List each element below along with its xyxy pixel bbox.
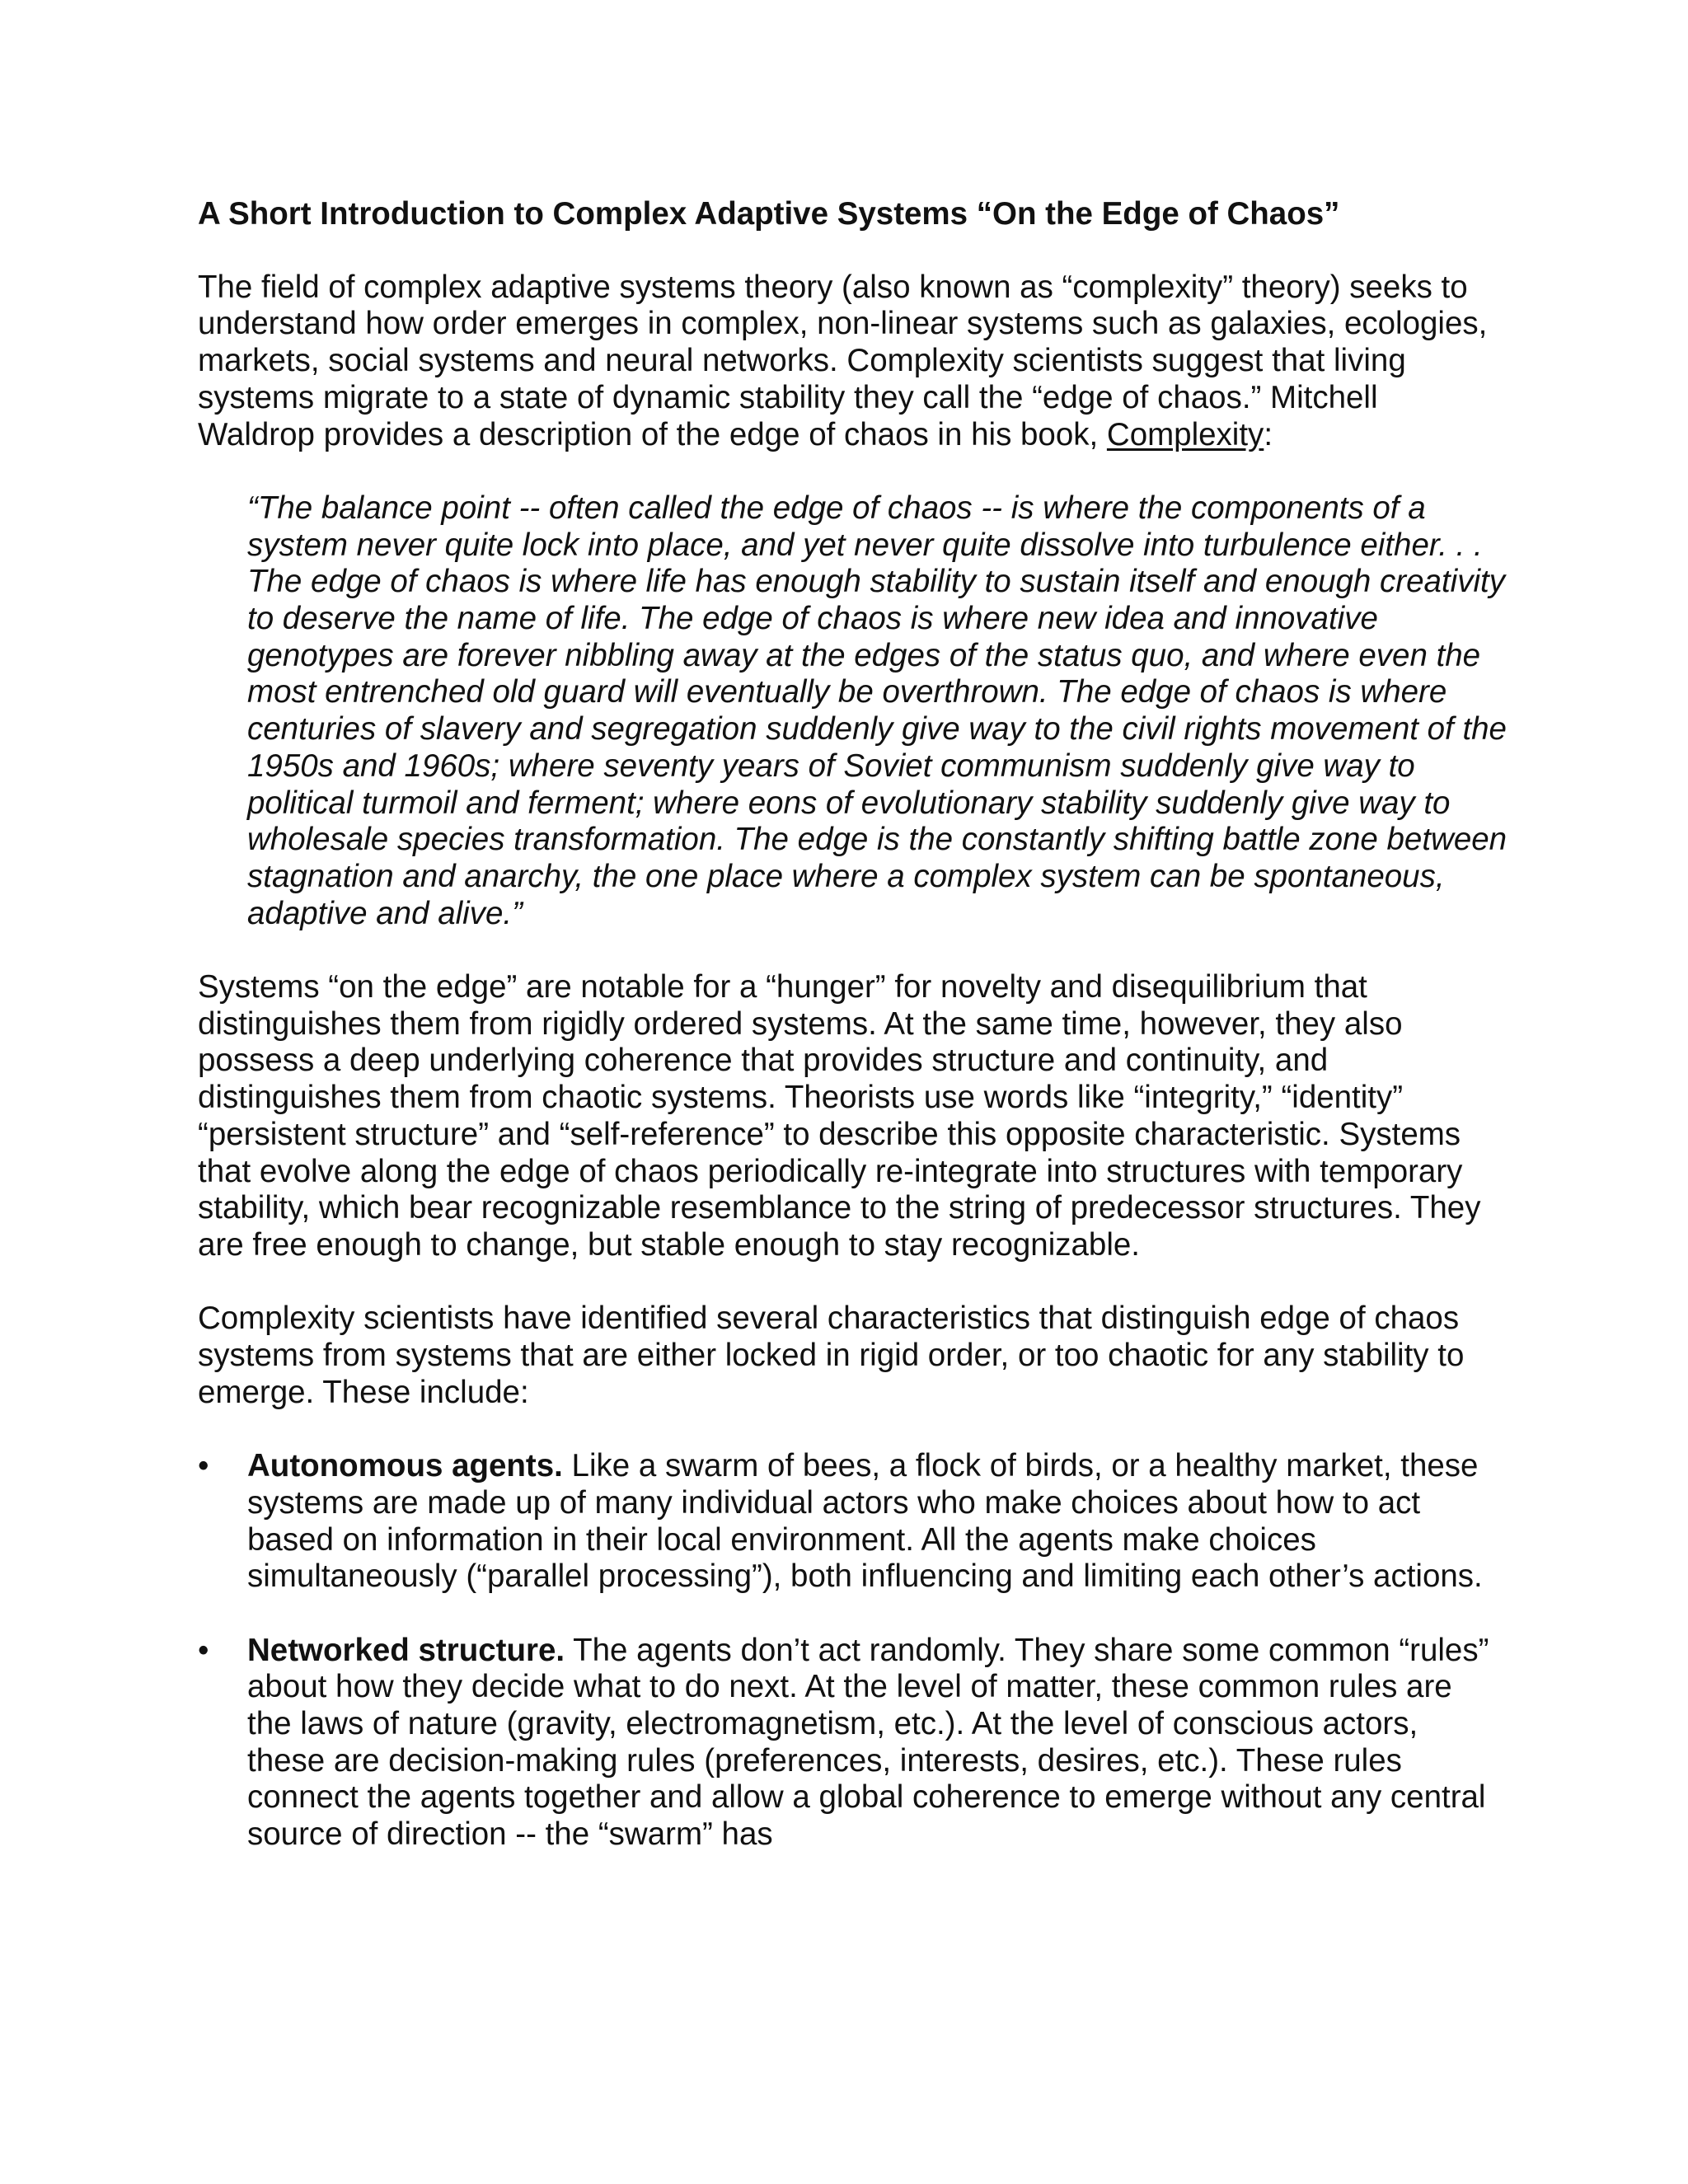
intro-suffix: : (1264, 416, 1273, 452)
bullet-term: Networked structure. (247, 1632, 565, 1668)
list-item (198, 1448, 1493, 1596)
paragraph-edge-systems: Systems “on the edge” are notable for a “hunger” for novelty and disequilibrium that distinguishes them from rigidly ordered systems. At the same time, however, they also possess a deep underlying coherence that provides structure and continuity, and distinguishes them from chaotic systems. Theorists use words like “integrity,” “identity” “persistent structure” and “self-reference” to describe this opposite characteristic. Systems that evolve along the edge of chaos periodically re-integrate into structures with temporary stability, which bear recognizable resemblance to the string of predecessor structures. They are free enough to change, but stable enough to stay recognizable. (198, 969, 1481, 1263)
bullet-marker: • (198, 1632, 209, 1668)
bullet-term: Autonomous agents. (247, 1448, 563, 1484)
characteristics-list (198, 1448, 1493, 1854)
list-item (198, 1633, 1493, 1854)
document-page (198, 196, 1507, 1891)
block-quote: “The balance point -- often called the edge of chaos -- is where the components of a system never quite lock into place, and yet never quite dissolve into turbulence either. . . The edge of chaos is where life has enough stability to sustain itself and enough creativity to deserve the name of life. The edge of chaos is where new idea and innovative genotypes are forever nibbling away at the edges of the status quo, and where even the most entrenched old guard will eventually be overthrown. The edge of chaos is where centuries of slavery and segregation suddenly give way to the civil rights movement of the 1950s and 1960s; where seventy years of Soviet communism suddenly give way to political turmoil and ferment; where eons of evolutionary stability suddenly give way to wholesale species transformation. The edge is the constantly shifting battle zone between stagnation and anarchy, the one place where a complex system can be spontaneous, adaptive and alive.” (247, 490, 1507, 931)
intro-paragraph (198, 269, 1493, 454)
book-title: Complexity (1106, 416, 1264, 452)
bullet-text: Like a swarm of bees, a flock of birds, or a healthy market, these systems are made up of many individual actors who make choices about how to act based on information in their local environment. All the agents make choices simultaneously (“parallel processing”), both influencing and limiting each other’s actions. (247, 1448, 1483, 1595)
paragraph-characteristics: Complexity scientists have identified several characteristics that distinguish edge of chaos systems from systems that are either locked in rigid order, or too chaotic for any stability to emerge. These include: (198, 1301, 1465, 1410)
bullet-text: The agents don’t act randomly. They share some common “rules” about how they decide what to do next. At the level of matter, these common rules are the laws of nature (gravity, electromagnetism, etc.). At the level of conscious actors, these are decision-making rules (preferences, interests, desires, etc.). These rules connect the agents together and allow a global coherence to emerge without any central source of direction -- the “swarm” has (247, 1632, 1489, 1853)
document-title: A Short Introduction to Complex Adaptive Systems “On the Edge of Chaos” (198, 196, 1340, 232)
bullet-marker: • (198, 1448, 209, 1484)
intro-text: The field of complex adaptive systems theory (also known as “complexity” theory) seeks to understand how order emerges in complex, non-linear systems such as galaxies, ecologies, markets, social systems and neural networks. Complexity scientists suggest that living systems migrate to a state of dynamic stability they call the “edge of chaos.” Mitchell Waldrop provides a description of the edge of chaos in his book, (198, 269, 1488, 452)
